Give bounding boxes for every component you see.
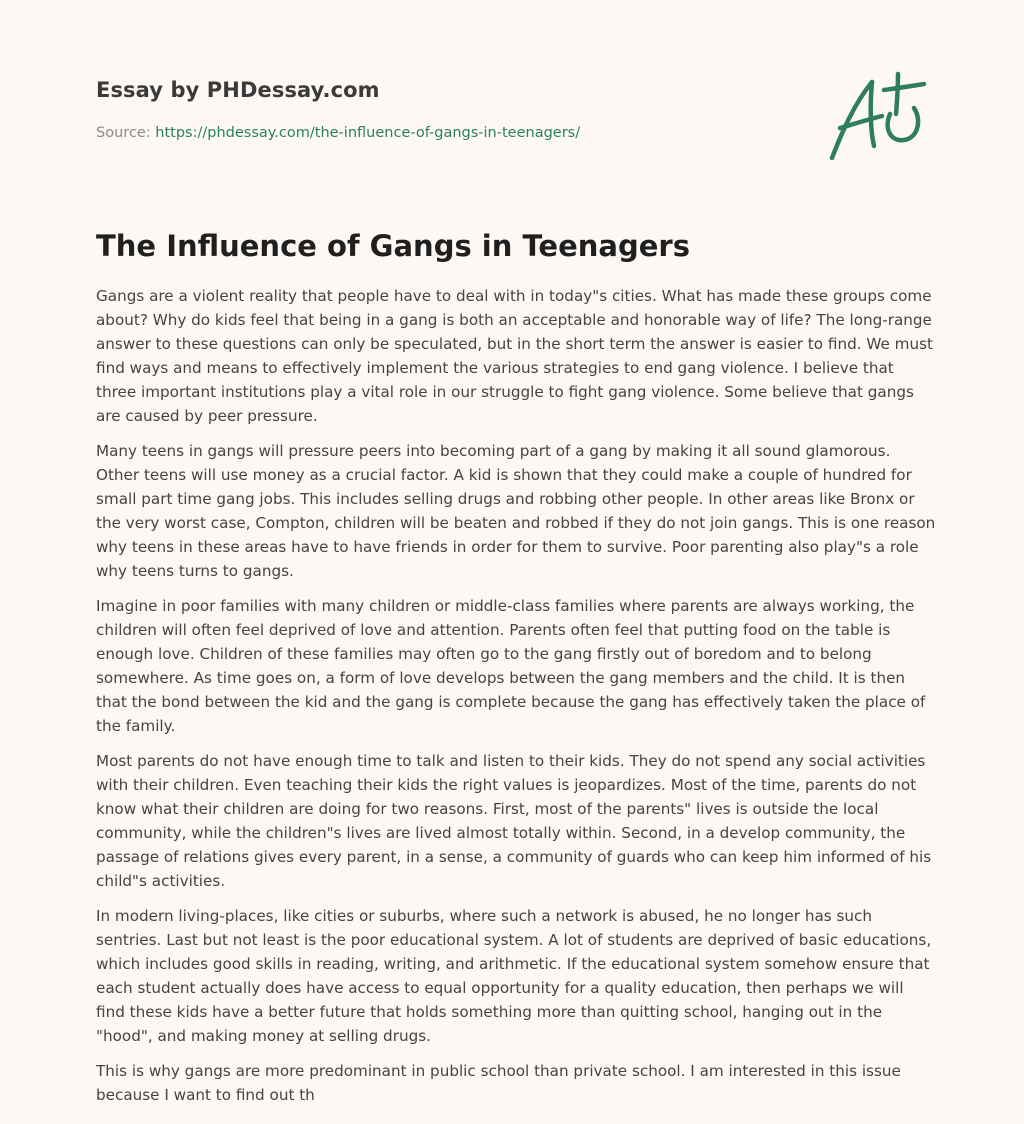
essay-paragraph: Imagine in poor families with many children or middle-class families where parents are always working, the children will often feel deprived of love and attention. Parents often feel that putting food on the table is enough love. Children of these families may often go to the gang firstly out of boredom and to belong somewhere. As time goes on, a form of love develops between the gang members and the child. It is then that the bond between the kid and the gang is complete because the gang has effectively taken the place of the family. [96, 597, 926, 735]
site-brand: Essay by PHDessay.com [96, 78, 380, 102]
essay-header [96, 76, 796, 143]
source-link[interactable]: https://phdessay.com/the-influence-of-gangs-in-teenagers/ [155, 125, 581, 141]
essay-paragraph: This is why gangs are more predominant in public school than private school. I am interested in this issue because I want to find out th [96, 1062, 901, 1104]
essay-paragraph: Most parents do not have enough time to talk and listen to their kids. They do not spend any social activities with their children. Even teaching their kids the right values is jeopardizes. Most of the time, parents do not know what their children are doing for two reasons. First, most of the parents" lives is outside the local community, while the children"s lives are lived almost totally within. Second, in a develop community, the passage of relations gives every parent, in a sense, a community of guards who can keep him informed of his child"s activities. [96, 752, 932, 890]
a-plus-grade-logo [820, 66, 930, 166]
source-line [96, 123, 796, 143]
essay-body [96, 284, 936, 1118]
essay-title: The Influence of Gangs in Teenagers [96, 229, 690, 263]
essay-paragraph: Many teens in gangs will pressure peers into becoming part of a gang by making it all sound glamorous. Other teens will use money as a crucial factor. A kid is shown that they could make a couple of hundred for small part time gang jobs. This includes selling drugs and robbing other people. In other areas like Bronx or the very worst case, Compton, children will be beaten and robbed if they do not join gangs. This is one reason why teens in these areas have to have friends in order for them to survive. Poor parenting also play"s a role why teens turns to gangs. [96, 442, 936, 580]
source-label: Source: [96, 125, 151, 141]
essay-paragraph: In modern living-places, like cities or suburbs, where such a network is abused, he no longer has such sentries. Last but not least is the poor educational system. A lot of students are deprived of basic educations, which includes good skills in reading, writing, and arithmetic. If the educational system somehow ensure that each student actually does have access to equal opportunity for a quality education, then perhaps we will find these kids have a better future that holds something more than quitting school, hanging out in the "hood", and making money at selling drugs. [96, 907, 932, 1045]
essay-paragraph: Gangs are a violent reality that people have to deal with in today"s cities. What has made these groups come about? Why do kids feel that being in a gang is both an acceptable and honorable way of life? The long-range answer to these questions can only be speculated, but in the short term the answer is easier to find. We must find ways and means to effectively implement the various strategies to end gang violence. I believe that three important institutions play a vital role in our struggle to fight gang violence. Some believe that gangs are caused by peer pressure. [96, 287, 933, 425]
